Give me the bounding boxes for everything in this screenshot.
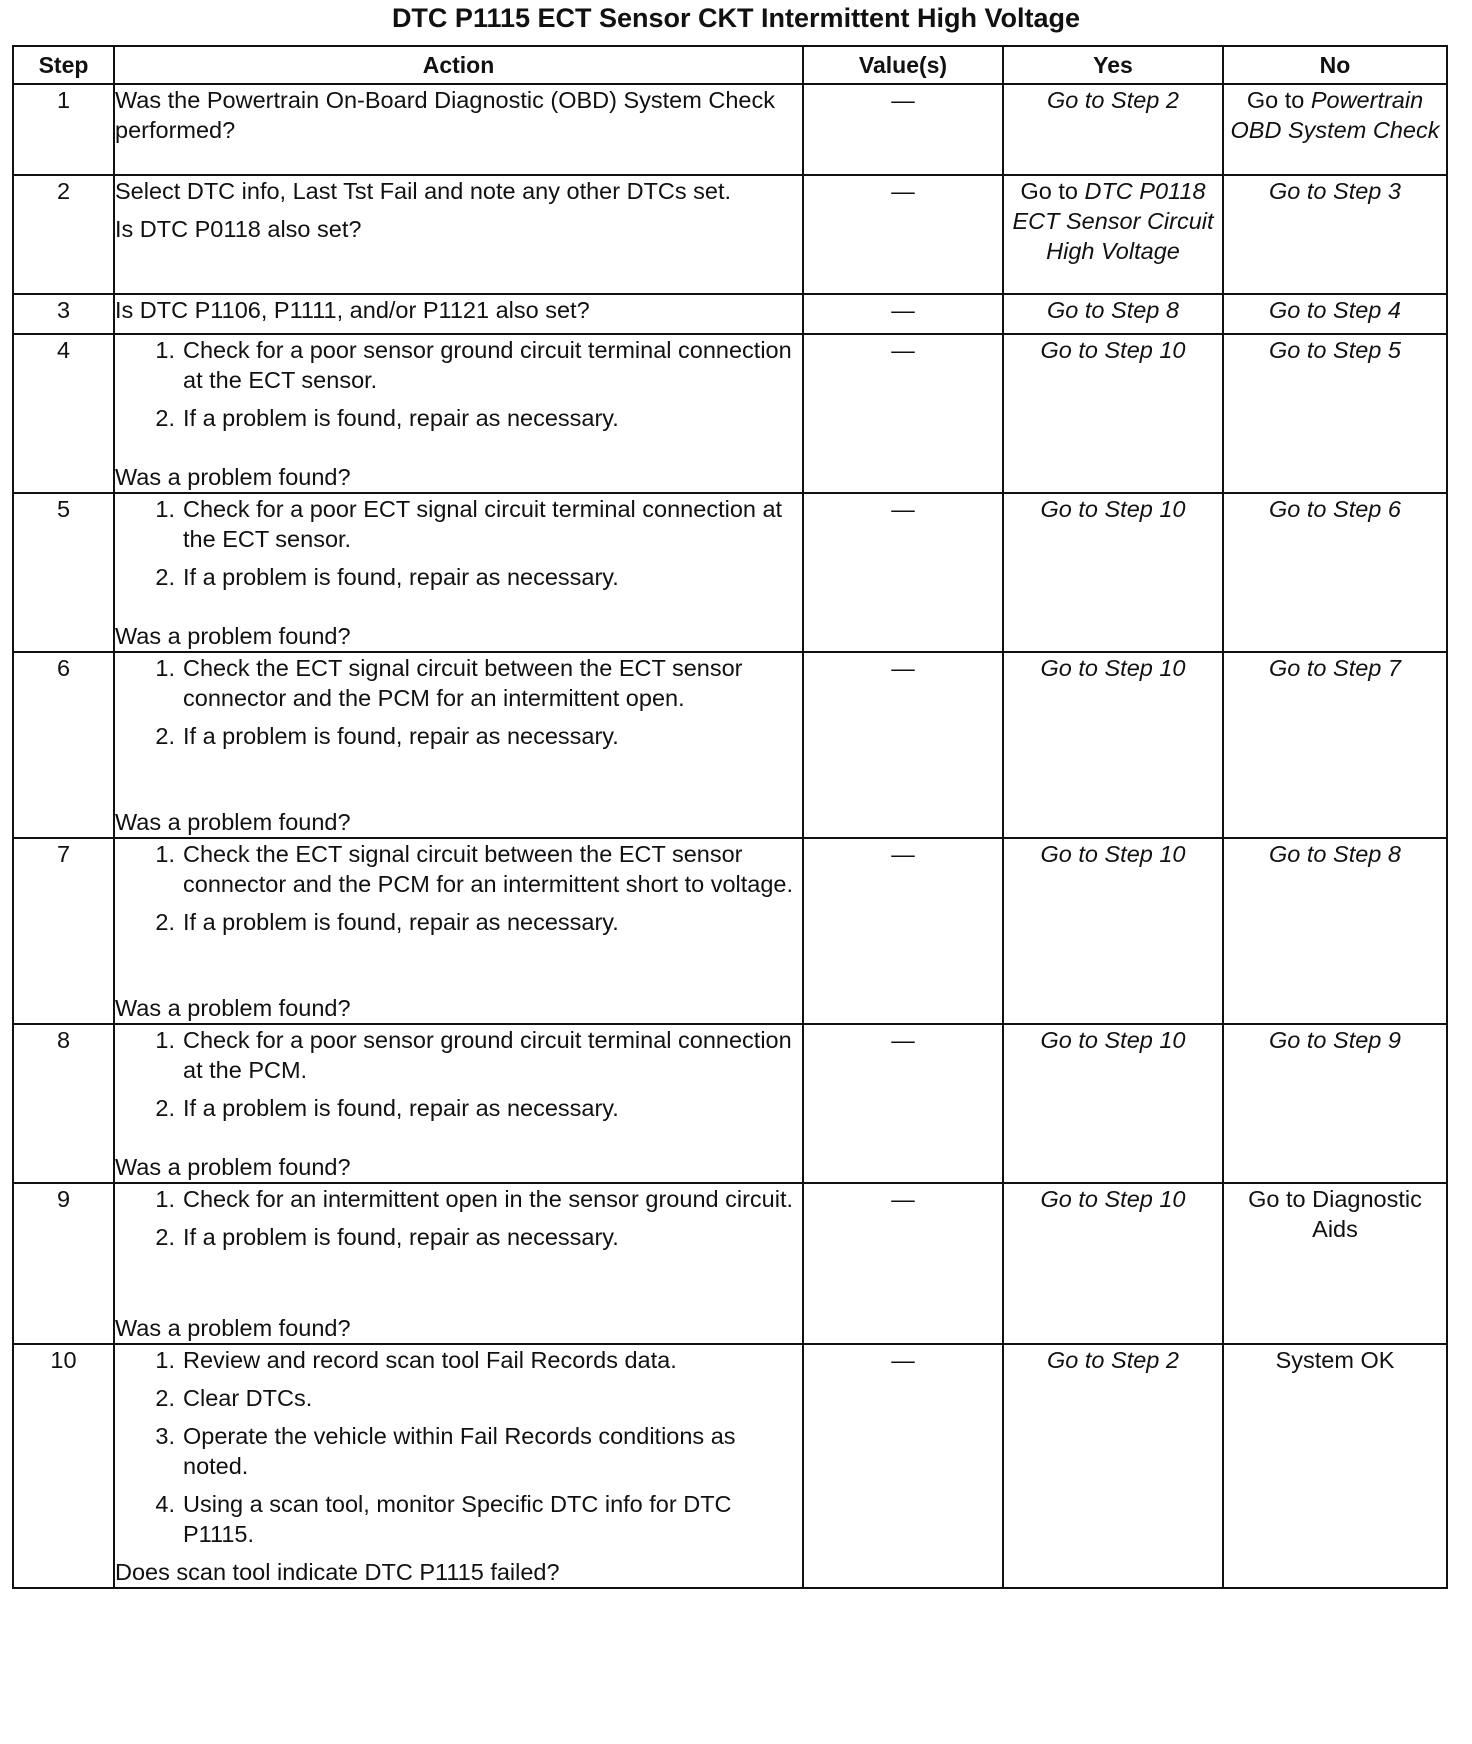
value-cell [803,175,1003,294]
action-question: Was a problem found? [115,1154,351,1180]
step-number: 4 [13,334,114,493]
value-cell [803,652,1003,838]
action-step-item [115,839,802,899]
no-link[interactable]: Go to Step 3 [1269,178,1401,204]
action-step-text: If a problem is found, repair as necessary. [183,909,619,935]
value-dash: — [891,178,915,204]
yes-cell [1003,334,1223,493]
action-question: Was a problem found? [115,995,351,1021]
no-link[interactable]: Go to Step 7 [1269,655,1401,681]
action-step-text: Using a scan tool, monitor Specific DTC info for DTC P1115. [183,1491,732,1547]
action-step-item [115,562,802,592]
action-step-item [115,494,802,554]
yes-cell [1003,1344,1223,1588]
action-step-list [115,1184,802,1260]
action-content [115,295,802,333]
yes-cell [1003,652,1223,838]
yes-cell [1003,84,1223,175]
action-question: Was a problem found? [115,623,351,649]
table-row [13,652,1447,838]
value-cell [803,294,1003,334]
action-step-number: 2. [155,564,175,590]
action-step-text: Check for a poor sensor ground circuit terminal connection at the ECT sensor. [183,337,792,393]
action-step-item [115,1421,802,1481]
action-step-number: 1. [155,1186,175,1212]
action-step-item [115,1222,802,1252]
action-step-list [115,1345,802,1557]
yes-cell [1003,1183,1223,1344]
value-cell [803,84,1003,175]
no-cell [1223,838,1447,1024]
action-paragraph: Is DTC P1106, P1111, and/or P1121 also set? [115,297,590,323]
yes-link[interactable]: Go to Step 2 [1047,1347,1179,1373]
value-dash: — [891,1027,915,1053]
yes-cell [1003,175,1223,294]
yes-link[interactable]: Go to Step 10 [1040,841,1186,867]
action-content [115,1345,802,1587]
action-text [115,85,802,153]
header-step: Step [13,46,114,84]
no-text: System OK [1275,1347,1395,1373]
header-no: No [1223,46,1447,84]
action-step-text: If a problem is found, repair as necessary. [183,564,619,590]
action-step-number: 4. [155,1491,175,1517]
action-step-number: 2. [155,1385,175,1411]
action-paragraph: Is DTC P0118 also set? [115,216,362,242]
no-link[interactable]: Go to Step 6 [1269,496,1401,522]
yes-link[interactable]: Go to Step 10 [1040,496,1186,522]
table-row [13,334,1447,493]
action-step-number: 2. [155,1224,175,1250]
action-step-item [115,403,802,433]
no-cell [1223,1024,1447,1183]
action-step-text: If a problem is found, repair as necessary. [183,723,619,749]
value-cell [803,838,1003,1024]
no-text: Go to Diagnostic Aids [1248,1186,1422,1242]
action-step-text: Operate the vehicle within Fail Records conditions as noted. [183,1423,736,1479]
step-number: 6 [13,652,114,838]
action-step-item [115,1184,802,1214]
no-link[interactable]: Powertrain OBD System Check [1230,87,1440,143]
action-cell [114,1024,803,1183]
page-title: DTC P1115 ECT Sensor CKT Intermittent High Voltage [391,3,1081,33]
step-number: 5 [13,493,114,652]
action-step-number: 2. [155,909,175,935]
action-step-item [115,1489,802,1549]
step-number: 3 [13,294,114,334]
yes-link[interactable]: DTC P0118 ECT Sensor Circuit High Voltage [1012,178,1214,264]
action-paragraph: Select DTC info, Last Tst Fail and note any other DTCs set. [115,178,732,204]
no-cell [1223,84,1447,175]
value-cell [803,1024,1003,1183]
action-step-number: 2. [155,723,175,749]
action-step-number: 1. [155,496,175,522]
action-step-item [115,721,802,751]
table-row [13,1344,1447,1588]
table-row [13,84,1447,175]
yes-cell [1003,493,1223,652]
action-step-text: Clear DTCs. [183,1385,313,1411]
value-dash: — [891,1347,915,1373]
no-text: Go to [1246,87,1305,113]
action-cell [114,838,803,1024]
yes-link[interactable]: Go to Step 10 [1040,655,1186,681]
action-step-item [115,1093,802,1123]
action-question: Does scan tool indicate DTC P1115 failed? [115,1559,560,1585]
action-step-number: 2. [155,405,175,431]
no-link[interactable]: Go to Step 5 [1269,337,1401,363]
no-cell [1223,175,1447,294]
no-cell [1223,294,1447,334]
value-dash: — [891,841,915,867]
action-step-number: 1. [155,1027,175,1053]
action-cell [114,1183,803,1344]
action-step-text: If a problem is found, repair as necessary. [183,1224,619,1250]
yes-link[interactable]: Go to Step 10 [1040,337,1186,363]
action-step-item [115,653,802,713]
no-cell [1223,652,1447,838]
action-cell [114,84,803,175]
no-cell [1223,334,1447,493]
action-step-text: Check for an intermittent open in the sensor ground circuit. [183,1186,794,1212]
action-step-text: Check the ECT signal circuit between the ECT sensor connector and the PCM for an intermittent open. [183,655,743,711]
action-step-number: 1. [155,337,175,363]
table-row [13,838,1447,1024]
action-step-text: Check for a poor ECT signal circuit terminal connection at the ECT sensor. [183,496,783,552]
no-link[interactable]: Go to Step 4 [1269,297,1401,323]
diagnostic-table [12,45,1448,1589]
value-dash: — [891,297,915,323]
action-step-number: 2. [155,1095,175,1121]
yes-cell [1003,1024,1223,1183]
action-content [115,494,802,651]
action-step-list [115,1025,802,1131]
header-value: Value(s) [803,46,1003,84]
action-step-text: Check the ECT signal circuit between the ECT sensor connector and the PCM for an intermittent short to voltage. [183,841,794,897]
no-cell [1223,493,1447,652]
step-number: 1 [13,84,114,175]
table-row [13,175,1447,294]
yes-cell [1003,294,1223,334]
action-step-text: If a problem is found, repair as necessary. [183,1095,619,1121]
action-step-text: If a problem is found, repair as necessary. [183,405,619,431]
action-cell [114,334,803,493]
step-number: 2 [13,175,114,294]
no-cell [1223,1344,1447,1588]
action-step-item [115,1025,802,1085]
table-row [13,294,1447,334]
action-step-item [115,907,802,937]
value-dash: — [891,1186,915,1212]
action-step-item [115,1345,802,1375]
no-link[interactable]: Go to Step 9 [1269,1027,1401,1053]
yes-cell [1003,838,1223,1024]
action-cell [114,652,803,838]
action-cell [114,294,803,334]
action-step-number: 1. [155,655,175,681]
step-number: 9 [13,1183,114,1344]
value-dash: — [891,337,915,363]
action-content [115,176,802,293]
table-row [13,493,1447,652]
table-row [13,1183,1447,1344]
action-question: Was a problem found? [115,464,351,490]
value-cell [803,1344,1003,1588]
step-number: 7 [13,838,114,1024]
action-content [115,335,802,492]
action-step-number: 1. [155,841,175,867]
action-cell [114,175,803,294]
value-cell [803,334,1003,493]
action-step-list [115,335,802,441]
action-cell [114,1344,803,1588]
action-step-list [115,839,802,945]
yes-link[interactable]: Go to Step 8 [1047,297,1179,323]
action-text [115,295,802,333]
yes-text: Go to [1020,178,1078,204]
action-step-text: Check for a poor sensor ground circuit terminal connection at the PCM. [183,1027,792,1083]
action-step-number: 3. [155,1423,175,1449]
action-step-list [115,653,802,759]
action-step-item [115,1383,802,1413]
header-action: Action [114,46,803,84]
action-content [115,85,802,174]
action-question: Was a problem found? [115,809,351,835]
action-question: Was a problem found? [115,1315,351,1341]
step-number: 8 [13,1024,114,1183]
yes-link[interactable]: Go to Step 10 [1040,1027,1186,1053]
action-cell [114,493,803,652]
action-paragraph: Was the Powertrain On-Board Diagnostic (OBD) System Check performed? [115,87,775,143]
action-text [115,176,802,252]
step-number: 10 [13,1344,114,1588]
yes-link[interactable]: Go to Step 2 [1047,87,1179,113]
value-dash: — [891,496,915,522]
value-dash: — [891,87,915,113]
value-cell [803,1183,1003,1344]
action-step-number: 1. [155,1347,175,1373]
action-content [115,653,802,837]
header-row [13,46,1447,84]
action-step-item [115,335,802,395]
value-cell [803,493,1003,652]
no-cell [1223,1183,1447,1344]
action-content [115,1025,802,1182]
value-dash: — [891,655,915,681]
header-yes: Yes [1003,46,1223,84]
action-content [115,839,802,1023]
action-step-list [115,494,802,600]
yes-link[interactable]: Go to Step 10 [1040,1186,1186,1212]
no-link[interactable]: Go to Step 8 [1269,841,1401,867]
table-row [13,1024,1447,1183]
action-step-text: Review and record scan tool Fail Records data. [183,1347,677,1373]
action-content [115,1184,802,1343]
